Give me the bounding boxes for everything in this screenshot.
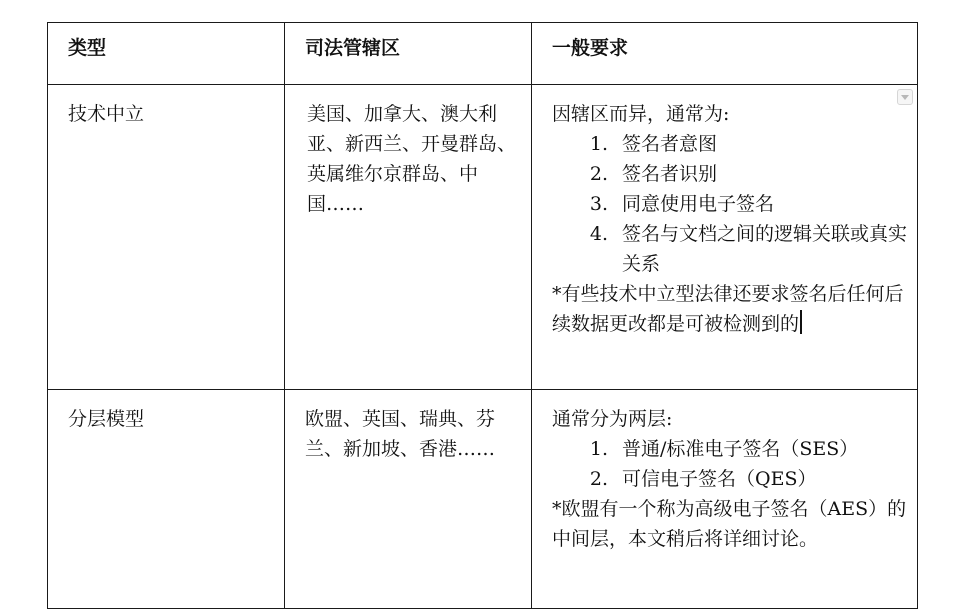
header-type: 类型 xyxy=(48,23,285,85)
table-row xyxy=(48,390,918,609)
list-text: 可信电子签名（QES） xyxy=(622,468,817,490)
header-requirements: 一般要求 xyxy=(532,23,918,85)
list-number: 2. xyxy=(589,468,608,490)
jurisdiction-cell[interactable]: 美国、加拿大、澳大利亚、新西兰、开曼群岛、英属维尔京群岛、中国…… xyxy=(285,85,532,390)
list-item xyxy=(552,219,907,279)
table-row xyxy=(48,85,918,390)
list-item xyxy=(552,464,907,494)
requirements-table xyxy=(47,22,918,609)
list-text: 签名者识别 xyxy=(622,163,718,185)
list-number: 2. xyxy=(589,163,608,185)
type-cell[interactable]: 分层模型 xyxy=(48,390,285,609)
table-header-row xyxy=(48,23,918,85)
list-number: 1. xyxy=(589,438,608,460)
list-text: 签名与文档之间的逻辑关联或真实关系 xyxy=(622,223,908,275)
list-item xyxy=(552,189,907,219)
requirements-note xyxy=(552,279,907,339)
cell-dropdown-icon[interactable] xyxy=(897,89,913,105)
requirements-list xyxy=(552,434,907,494)
requirements-intro: 通常分为两层: xyxy=(552,408,673,430)
list-text: 同意使用电子签名 xyxy=(622,193,775,215)
requirements-intro: 因辖区而异，通常为: xyxy=(552,103,730,125)
list-item xyxy=(552,129,907,159)
list-number: 4. xyxy=(589,223,608,245)
text-cursor xyxy=(800,310,802,334)
list-text: 签名者意图 xyxy=(622,133,718,155)
jurisdiction-cell[interactable]: 欧盟、英国、瑞典、芬兰、新加坡、香港…… xyxy=(285,390,532,609)
note-text: *有些技术中立型法律还要求签名后任何后续数据更改都是可被检测到的 xyxy=(552,283,904,335)
list-item xyxy=(552,434,907,464)
requirements-cell[interactable] xyxy=(532,390,918,609)
type-cell[interactable]: 技术中立 xyxy=(48,85,285,390)
requirements-cell[interactable] xyxy=(532,85,918,390)
requirements-note: *欧盟有一个称为高级电子签名（AES）的中间层，本文稍后将详细讨论。 xyxy=(552,498,907,550)
requirements-list xyxy=(552,129,907,279)
list-item xyxy=(552,159,907,189)
list-number: 3. xyxy=(589,193,608,215)
list-number: 1. xyxy=(589,133,608,155)
list-text: 普通/标准电子签名（SES） xyxy=(622,438,859,460)
header-jurisdiction: 司法管辖区 xyxy=(285,23,532,85)
